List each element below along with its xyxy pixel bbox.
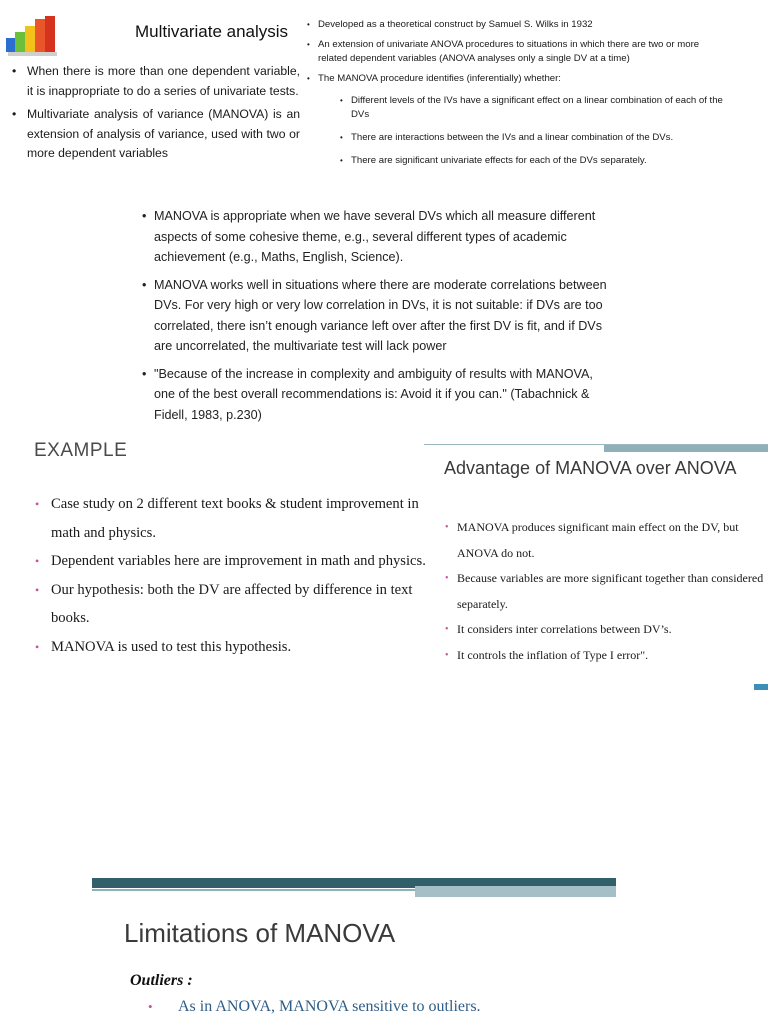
- example-title: EXAMPLE: [34, 440, 128, 461]
- intro-bullet-list: [8, 62, 300, 168]
- list-item: • MANOVA is appropriate when we have several DVs which all measure different aspects of some cohesive theme, e.g., several different types of academic achievement (e.g., Maths, English, Science).: [140, 206, 610, 268]
- list-item: • MANOVA works well in situations where there are moderate correlations between DVs. For very high or very low correlation in DVs, it is not suitable: if DVs are too correlated, there isn’t enough variance left over after the first DV is fit, and if DVs are uncorrelated, the multivariate test will lack power: [140, 275, 610, 357]
- advantage-bullet-list: [444, 515, 764, 668]
- list-item-text: The MANOVA procedure identifies (inferentially) whether:: [318, 73, 561, 84]
- limitations-subheading: Outliers :: [130, 972, 193, 989]
- accent-bar: [415, 886, 616, 897]
- accent-bar: [604, 445, 768, 452]
- list-item: • An extension of univariate ANOVA procedures to situations in which there are two or more related dependent variables (ANOVA analyses only a single DV at a time): [305, 38, 725, 66]
- list-item: • There are significant univariate effects for each of the DVs separately.: [318, 154, 725, 168]
- list-item: • Developed as a theoretical construct by Samuel S. Wilks in 1932: [305, 18, 725, 32]
- manova-usage-list: [140, 206, 610, 432]
- limitations-bullet-list: [146, 996, 746, 1018]
- list-item: [305, 72, 725, 168]
- list-item: • It considers inter correlations between DV’s.: [444, 617, 764, 643]
- list-item: • "Because of the increase in complexity and ambiguity of results with MANOVA, one of the best overall recommendations is: Avoid it if you can." (Tabachnick & Fidell, 1983, p.230): [140, 364, 610, 426]
- list-item: • Multivariate analysis of variance (MANOVA) is an extension of analysis of variance, used with two or more dependent variables: [8, 105, 300, 164]
- list-item: • Because variables are more significant together than considered separately.: [444, 566, 764, 617]
- list-item: • There are interactions between the IVs and a linear combination of the DVs.: [318, 131, 725, 145]
- slide-edge-marker: [754, 684, 768, 690]
- example-bullet-list: [34, 490, 429, 661]
- list-item: • Dependent variables here are improvement in math and physics.: [34, 547, 429, 576]
- advantage-title: Advantage of MANOVA over ANOVA: [444, 458, 737, 478]
- list-item: • Case study on 2 different text books & student improvement in math and physics.: [34, 490, 429, 547]
- list-item: • MANOVA produces significant main effect on the DV, but ANOVA do not.: [444, 515, 764, 566]
- accent-bar: [92, 889, 415, 891]
- list-item: • Our hypothesis: both the DV are affected by difference in text books.: [34, 576, 429, 633]
- sub-bullet-list: [318, 94, 725, 168]
- list-item: • When there is more than one dependent variable, it is inappropriate to do a series of univariate tests.: [8, 62, 300, 101]
- list-item: • MANOVA is used to test this hypothesis.: [34, 633, 429, 662]
- limitations-title: Limitations of MANOVA: [124, 918, 396, 948]
- section-title: Multivariate analysis: [135, 22, 289, 41]
- list-item: • It controls the inflation of Type I error".: [444, 643, 764, 669]
- list-item: • As in ANOVA, MANOVA sensitive to outliers.: [146, 996, 746, 1018]
- bar-chart-icon: [4, 14, 60, 58]
- list-item: • Different levels of the IVs have a significant effect on a linear combination of each of the DVs: [318, 94, 725, 122]
- manova-facts-list: [305, 18, 725, 177]
